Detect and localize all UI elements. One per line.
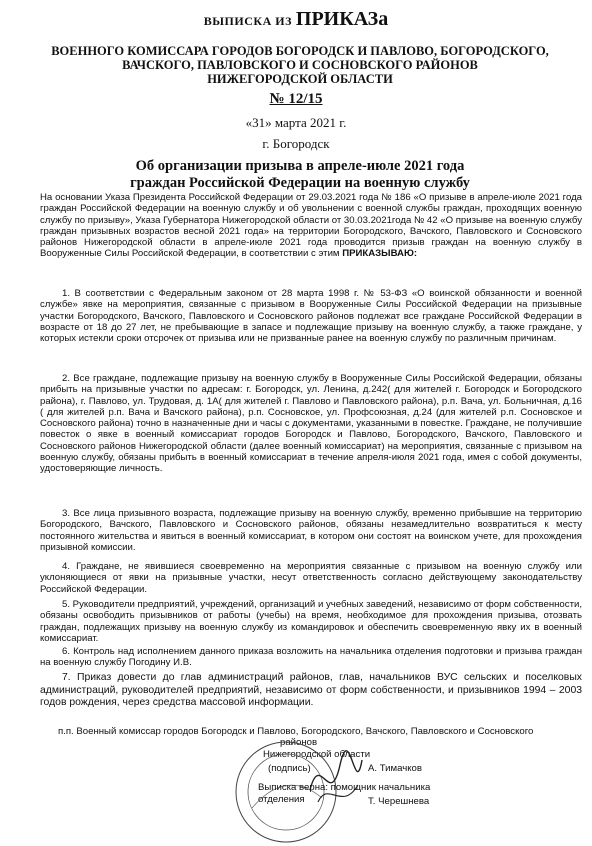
signatory-title: п.п. Военный комиссар городов Богородск и Павлово, Богородского, Вачского, Павловского и Сосновского [58, 726, 534, 737]
handwritten-signature [300, 740, 370, 815]
intro-text: На основании Указа Президента Российской Федерации от 29.03.2021 года № 186 «О призыве в апреле-июле 2021 года граждан Российской Федерации на военную службу и об увольнении с военной службы граждан, проходящих военную службу по призыву», Указа Губернатора Нижегородской области от 30.03.2021года № 42 «О призыве на военную службу граждан призывных возрастов весной 2021 года» на территории Богородского, Вачского, Павловского и Сосновского районов Нижегородской области в апреле-июле 2021 года проводится призыв граждан на военную службу в Вооруженные Силы Российской Федерации, в соответствии с этим [40, 192, 582, 260]
order-date: «31» марта 2021 г. [245, 115, 347, 130]
intro-paragraph [40, 192, 582, 260]
issuer-line-2: ВАЧСКОГО, ПАВЛОВСКОГО И СОСНОВСКОГО РАЙОНОВ [122, 58, 478, 72]
department-label: отделения [258, 794, 305, 805]
order-item-3: 3. Все лица призывного возраста, подлежащие призыву на военную службу, временно прибывшие на территорию Богородского, Вачского, Павловского и Сосновского районов, обязаны незамедлительно возвратиться к месту постоянного жительства и явиться в военный комиссариат, в котором они состоят на воинском учете, для прохождения призывной комиссии. [40, 508, 582, 553]
issuer-line-3: НИЖЕГОРОДСКОЙ ОБЛАСТИ [207, 72, 393, 86]
signed-label: (подпись) [268, 763, 311, 774]
signatory-region: Нижегородской области [263, 748, 371, 760]
subject-line-2: граждан Российской Федерации на военную службу [130, 175, 470, 191]
issuer-block [40, 44, 560, 86]
true-copy-label: Выписка верна: помощник начальника [258, 782, 431, 793]
issuer-line-1: ВОЕННОГО КОМИССАРА ГОРОДОВ БОГОРОДСК И ПАВЛОВО, БОГОРОДСКОГО, [51, 44, 549, 58]
order-keyword: ПРИКАЗЫВАЮ: [342, 248, 418, 260]
order-item-5: 5. Руководители предприятий, учреждений, организаций и учебных заведений, независимо от форм собственности, обязаны освободить призывников от работы (учебы) на время, необходимое для прохождения призыва, отозвать граждан, подлежащих призыву на военную службу из командировок и обеспечить своевременную явку их в военный комиссариат. [40, 599, 582, 644]
order-item-4: 4. Граждане, не явившиеся своевременно на мероприятия связанные с призывом на военную службу или уклоняющиеся от явки на призывные участки, несут ответственность согласно действующему законодательству Российской Федерации. [40, 561, 582, 595]
order-subject [60, 158, 540, 192]
order-city: г. Богородск [262, 136, 330, 151]
copy-name: Т. Черешнева [368, 796, 430, 807]
order-item-1: 1. В соответствии с Федеральным законом от 28 марта 1998 г. № 53-ФЗ «О воинской обязанности и военной службе» явке на мероприятия, связанные с призывом в Вооруженные Силы Российской Федерации на призывные участки Богородского, Вачского, Павловского и Сосновского районов подлежат все граждане Российской Федерации в возрасте от 18 до 27 лет, не пребывающие в запасе и подлежащие призыву на военную службу, а также граждане, у которых истекли сроки отсрочек от призыва или не призванные ранее на военную службу по различным причинам. [40, 288, 582, 345]
subject-line-1: Об организации призыва в апреле-июле 2021 года [135, 158, 465, 174]
order-item-2: 2. Все граждане, подлежащие призыву на военную службу в Вооруженные Силы Российской Федерации, обязаны прибыть на призывные участки по адресам: г. Богородск, ул. Ленина, д.242( для жителей г. Богородск и Богородского района), г. Павлово, ул. Трудовая, д. 1А( для жителей г. Павлово и Павловского района), р.п. Вача, ул. Больничная, д.16 ( для жителей р.п. Вача и Вачского района), р.п. Сосновское, ул. Профсоюзная, д.24 (для жителей р.п. Сосновское и Сосновского района) точно в назначенные дни и часы с документами, указанными в повестке. Граждане, не получившие повесток о явке в военный комиссариат городов Богородск и Павлово, Богородского, Вачского, Павловского и Сосновского районов Нижегородской области (далее военный комиссариат) на мероприятия, связанные с призывом на военную службу, обязаны прибыть в военный комиссариат в течение апреля-июля 2021 года, имея с собой документы, удостоверяющие личность. [40, 373, 582, 475]
document-title [0, 8, 592, 31]
title-main: ПРИКАЗа [295, 8, 389, 30]
title-prefix: ВЫПИСКА ИЗ [203, 14, 292, 28]
signatory-title-cont: районов [280, 737, 318, 749]
signed-name: А. Тимачков [368, 763, 422, 774]
order-item-7: 7. Приказ довести до глав администраций районов, глав, начальников ВУС сельских и поселковых администраций, руководителей предприятий, независимо от форм собственности, и призывников 1994 – 2003 годов рождения, через средства массовой информации. [40, 672, 582, 708]
order-number: № 12/15 [269, 91, 323, 107]
order-item-6: 6. Контроль над исполнением данного приказа возложить на начальника отделения подготовки и призыва граждан на военную службу Погодину И.В. [40, 646, 582, 669]
